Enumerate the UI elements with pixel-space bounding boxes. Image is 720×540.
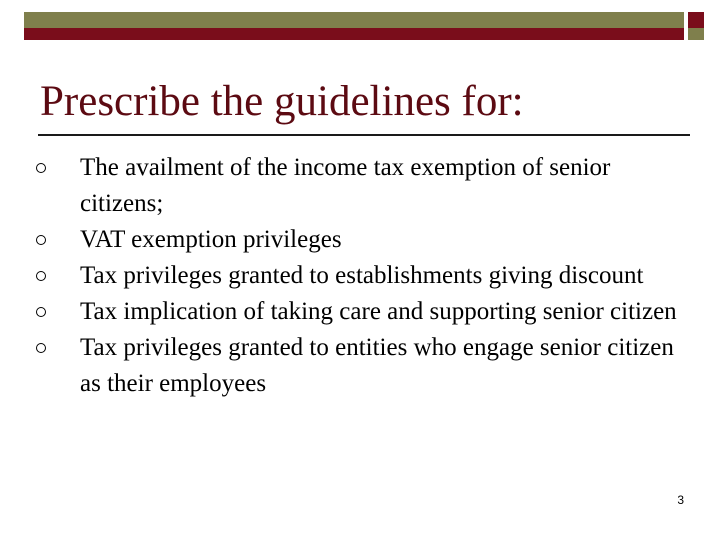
list-item	[36, 150, 696, 222]
list-item	[36, 330, 696, 402]
list-item	[36, 294, 696, 330]
hollow-circle-bullet-icon	[36, 307, 46, 317]
bullet-text: VAT exemption privileges	[80, 226, 342, 253]
bullet-text: Tax privileges granted to entities who engage senior citizen as their employees	[80, 334, 674, 397]
header-corner-square-maroon	[688, 12, 704, 28]
hollow-circle-bullet-icon	[36, 343, 46, 353]
hollow-circle-bullet-icon	[36, 271, 46, 281]
page-number: 3	[677, 493, 684, 507]
header-corner-square-olive	[688, 28, 704, 40]
list-item	[36, 258, 696, 294]
bullet-text: The availment of the income tax exemption of senior citizens;	[80, 154, 611, 217]
list-item	[36, 222, 696, 258]
header-band-maroon	[24, 28, 684, 40]
bullet-text: Tax privileges granted to establishments giving discount	[80, 262, 644, 289]
slide-title: Prescribe the guidelines for:	[40, 78, 524, 125]
bullet-list	[36, 150, 696, 402]
hollow-circle-bullet-icon	[36, 163, 46, 173]
header-band-olive	[24, 12, 684, 28]
bullet-text: Tax implication of taking care and supporting senior citizen	[80, 298, 677, 325]
title-divider	[38, 134, 690, 136]
hollow-circle-bullet-icon	[36, 235, 46, 245]
